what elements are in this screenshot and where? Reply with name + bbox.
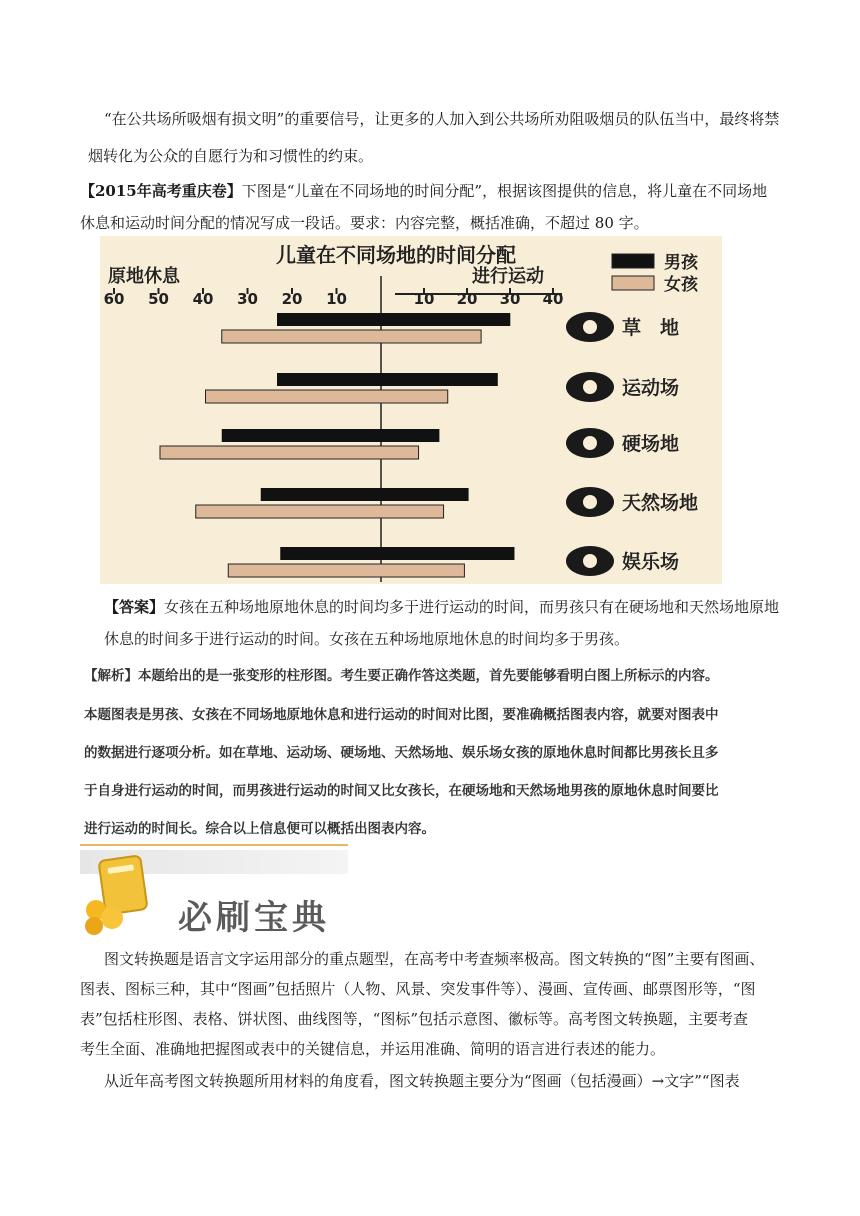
tick-label: 40 — [192, 290, 214, 308]
question-line-2: 休息和运动时间分配的情况写成一段话。要求：内容完整，概括准确，不超过 80 字。 — [80, 214, 649, 232]
section-title: 必刷宝典 — [178, 898, 330, 938]
analysis-tag: 【解析】 — [84, 668, 138, 684]
category-label: 草 地 — [622, 317, 680, 339]
answer-text: 女孩在五种场地原地休息的时间均多于进行运动的时间，而男孩只有在硬场地和天然场地原地 — [164, 598, 780, 616]
tick-label: 30 — [499, 290, 521, 308]
analysis-text: 本题给出的是一张变形的柱形图。考生要正确作答这类题，首先要能够看明白图上所标示的内容。 — [138, 668, 719, 684]
category-icon-inner — [583, 495, 597, 509]
legend-label: 女孩 — [664, 275, 698, 295]
analysis-line: 本题图表是男孩、女孩在不同场地原地休息和进行运动的时间对比图，要准确概括图表内容，就要对图表中 — [84, 707, 719, 723]
left-axis-label: 原地休息 — [108, 266, 180, 287]
paragraph-line: 表”包括柱形图、表格、饼状图、曲线图等，“图标”包括示意图、徽标等。高考图文转换题，主要考查 — [80, 1010, 749, 1028]
tick-label: 50 — [148, 290, 169, 308]
tick-label: 10 — [413, 290, 435, 308]
tick-label: 60 — [103, 290, 125, 308]
notebook-icon — [80, 852, 160, 942]
chart-image — [100, 236, 722, 584]
tick-label: 10 — [326, 290, 347, 308]
bar-男孩 — [222, 429, 440, 442]
section-header — [80, 840, 350, 940]
bar-男孩 — [277, 313, 510, 326]
chart-title: 儿童在不同场地的时间分配 — [276, 243, 516, 267]
paragraph-line: 图文转换题是语言文字运用部分的重点题型，在高考中考查频率极高。图文转换的“图”主要有图画、 — [104, 950, 765, 968]
question-text: 下图是“儿童在不同场地的时间分配”，根据该图提供的信息，将儿童在不同场地 — [241, 182, 768, 200]
legend-swatch — [612, 276, 654, 290]
chart-bars — [160, 313, 514, 577]
paragraph-line: 考生全面、准确地把握图或表中的关键信息，并运用准确、简明的语言进行表述的能力。 — [80, 1040, 666, 1058]
bar-男孩 — [261, 488, 469, 501]
category-label: 硬场地 — [622, 433, 680, 455]
category-icon-inner — [583, 554, 597, 568]
analysis-line-1 — [84, 664, 719, 684]
category-label: 运动场 — [622, 377, 680, 399]
bar-女孩 — [196, 505, 444, 518]
answer-line-1 — [104, 596, 779, 617]
answer-line-2: 休息的时间多于进行运动的时间。女孩在五种场地原地休息的时间均多于男孩。 — [104, 630, 630, 648]
tick-label: 20 — [456, 290, 478, 308]
bar-女孩 — [228, 564, 464, 577]
category-icon-inner — [583, 320, 597, 334]
bar-男孩 — [280, 547, 514, 560]
category-icon-inner — [583, 380, 597, 394]
right-axis-label: 进行运动 — [472, 266, 544, 287]
bar-男孩 — [277, 373, 498, 386]
category-labels — [566, 312, 698, 576]
analysis-line: 于自身进行运动的时间，而男孩进行运动的时间又比女孩长，在硬场地和天然场地男孩的原地休息时间要比 — [84, 783, 719, 799]
category-label: 天然场地 — [622, 492, 699, 514]
question-line-1 — [80, 180, 767, 201]
paragraph-line: 图表、图标三种，其中“图画”包括照片（人物、风景、突发事件等）、漫画、宣传画、邮票图形等，“图 — [80, 980, 756, 998]
paragraph-line: 烟转化为公众的自愿行为和习惯性的约束。 — [88, 147, 374, 165]
tick-label: 20 — [281, 290, 303, 308]
category-icon-inner — [583, 436, 597, 450]
bar-chart — [100, 236, 722, 584]
analysis-line: 进行运动的时间长。综合以上信息便可以概括出图表内容。 — [84, 821, 435, 837]
answer-tag: 【答案】 — [104, 598, 165, 616]
tick-label: 30 — [237, 290, 258, 308]
legend-swatch — [612, 254, 654, 268]
header-rule — [80, 844, 348, 846]
bar-女孩 — [222, 330, 481, 343]
chart-legend — [612, 252, 699, 295]
bar-女孩 — [160, 446, 419, 459]
paragraph-line: 从近年高考图文转换题所用材料的角度看，图文转换题主要分为“图画（包括漫画）→文字”“图表 — [104, 1072, 740, 1090]
analysis-line: 的数据进行逐项分析。如在草地、运动场、硬场地、天然场地、娱乐场女孩的原地休息时间都比男孩长且多 — [84, 745, 719, 761]
category-label: 娱乐场 — [622, 551, 680, 573]
question-tag: 【2015年高考重庆卷】 — [80, 182, 242, 200]
paragraph-line: “在公共场所吸烟有损文明”的重要信号，让更多的人加入到公共场所劝阻吸烟员的队伍当中，最终将禁 — [104, 110, 780, 128]
tick-label: 40 — [542, 290, 564, 308]
bar-女孩 — [206, 390, 448, 403]
legend-label: 男孩 — [664, 253, 698, 273]
